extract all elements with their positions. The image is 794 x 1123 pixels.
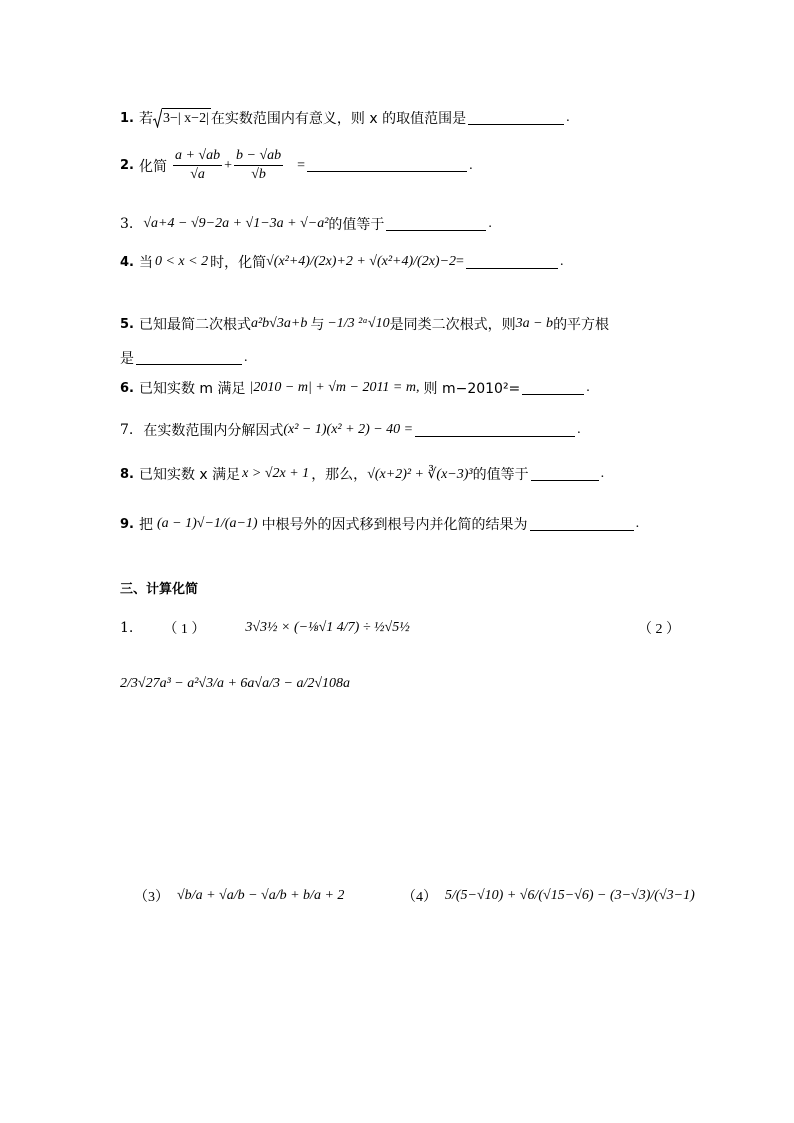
answer-blank[interactable] [530,518,634,531]
question-text: 时，化简 [210,255,267,271]
math-expression: √(x+2)² + ∛(x−3)³ [367,466,473,482]
answer-blank[interactable] [307,159,467,172]
answer-blank[interactable] [386,218,486,231]
section-title: 三、计算化简 [120,582,199,597]
period: . [488,216,492,231]
question-text: 已知最简二次根式 [138,317,251,333]
question-text: 在实数范围内有意义，则 x 的取值范围是 [210,111,467,127]
question-number: 2. [120,158,134,173]
calc-2 [120,676,350,692]
question-9 [120,514,639,534]
period: . [577,422,581,437]
period: . [600,466,605,481]
calc-4 [402,886,695,906]
math-expression: (x² − 1)(x² + 2) − 40 = [283,422,414,437]
question-number: 1. [120,620,134,636]
question-5 [120,314,609,334]
math-expression: (a − 1)√−1/(a−1) [156,516,258,531]
math-expression: 3a − b [515,316,554,331]
answer-blank[interactable] [466,256,558,269]
question-number: 7. [120,422,134,438]
question-7 [120,420,581,440]
question-text: ，那么， [311,467,368,483]
question-4 [120,252,563,272]
equals-sign: = [456,254,464,269]
period: . [566,110,570,125]
question-number: 3. [120,216,134,232]
math-expression: −1/3 ²ᵃ√10 [327,316,390,331]
question-number: 8. [120,466,134,482]
period: . [559,254,564,269]
math-expression: √(x²+4)/(2x)+2 + √(x²+4)/(2x)−2 [266,254,457,269]
math-expression: 5/(5−√10) + √6/(√15−√6) − (3−√3)/(√3−1) [445,888,695,903]
period: . [586,380,590,395]
answer-blank[interactable] [468,112,564,125]
sub-label: （3） [134,890,169,905]
sub-label: （ 1 ） [163,622,206,637]
fraction-1: $\frac{a + √ab}{√a}$ [174,148,221,182]
question-text: 已知实数 m 满足 [138,381,246,397]
sub-label: （ 2 ） [638,622,680,637]
question-text: 化简 [138,158,167,175]
question-text: 的值等于 [472,467,529,483]
answer-blank[interactable] [415,424,575,437]
answer-blank[interactable] [522,382,584,395]
question-number: 4. [120,254,134,270]
question-text: 中根号外的因式移到根号内并化简的结果为 [261,517,528,533]
question-text: 的值等于 [328,217,385,233]
question-text: 把 [138,517,153,533]
question-number: 6. [120,380,134,396]
question-5-cont [120,348,248,368]
question-text: 是 [120,351,134,367]
math-expression: 3√3½ × (−⅛√1 4/7) ÷ ½√5½ [245,620,410,635]
fraction-2: $\frac{b - √ab}{√b}$ [236,148,282,182]
radical-expression: 3−| x−2| [153,108,211,128]
question-6 [120,378,590,398]
calc-1 [120,618,680,638]
question-1 [120,108,570,128]
period: . [469,157,473,173]
question-text: 已知实数 x 满足 [138,467,241,483]
math-expression: √b/a + √a/b − √a/b + b/a + 2 [177,888,345,903]
question-text: 的平方根 [553,317,610,333]
question-number: 9. [120,516,134,532]
question-text: 若 [138,111,153,127]
question-2 [120,148,473,183]
question-text: 是同类二次根式，则 [389,317,516,333]
answer-blank[interactable] [136,352,242,365]
question-text: 在实数范围内分解因式 [143,423,284,439]
question-text: 当 [138,255,153,271]
question-number: 5. [120,316,134,332]
equals-sign: = [297,157,306,173]
math-expression: 2/3√27a³ − a²√3/a + 6a√a/3 − a/2√108a [120,676,351,691]
question-text: 与 [310,317,325,333]
question-number: 1. [120,110,134,126]
math-expression: √a+4 − √9−2a + √1−3a + √−a² [143,216,329,231]
period: . [244,350,248,365]
calc-3 [134,886,344,906]
plus-sign: + [224,157,233,173]
condition: x > √2x + 1 [242,466,310,481]
math-expression: a²b√3a+b [250,316,308,331]
answer-blank[interactable] [531,468,599,481]
condition: 0 < x < 2 [154,254,209,269]
math-expression: |2010 − m| + √m − 2011 = m, [249,380,420,395]
question-8 [120,464,604,484]
question-3 [120,214,492,234]
period: . [635,516,640,531]
sub-label: （4） [402,890,437,905]
question-text: 则 m−2010²= [423,381,521,397]
